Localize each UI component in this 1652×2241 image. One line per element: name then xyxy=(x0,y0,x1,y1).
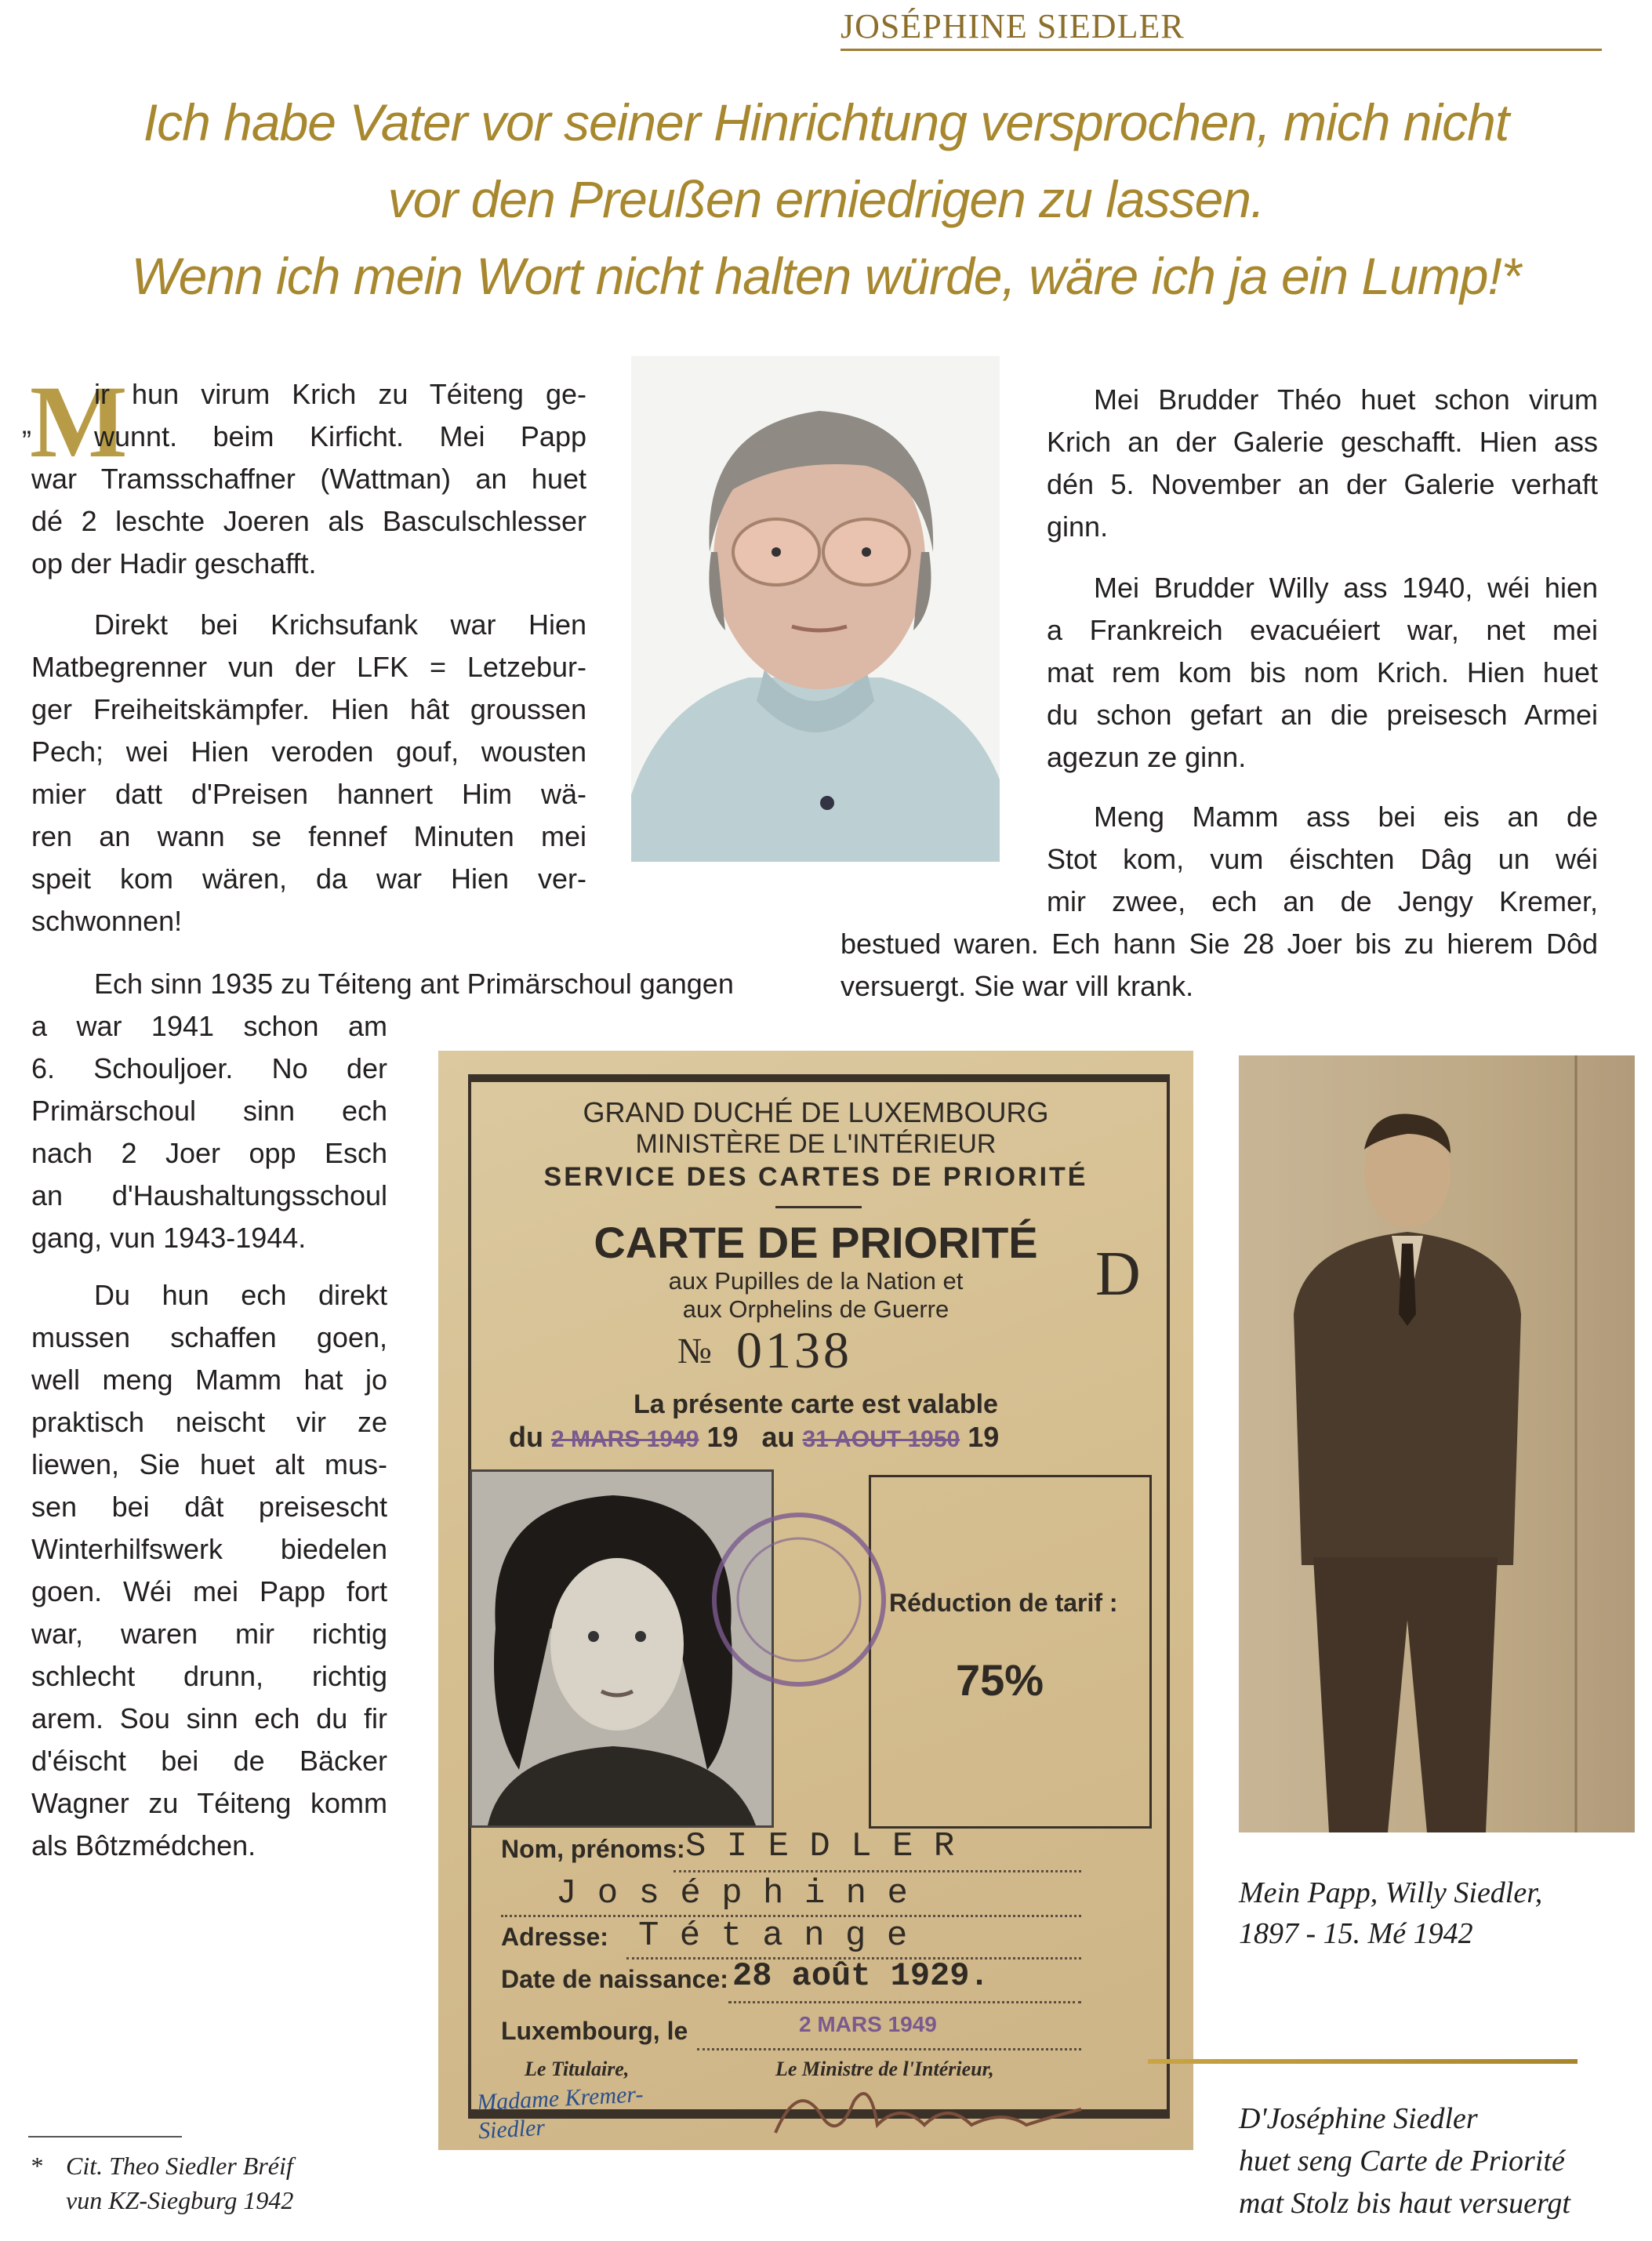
section-divider xyxy=(841,49,1602,51)
article-line: mussen schaffen goen, xyxy=(31,1321,387,1353)
portrait-photo-josephine xyxy=(631,356,1000,862)
footnote-marker: * xyxy=(30,2152,42,2180)
article-line: nach 2 Joer opp Esch xyxy=(31,1137,387,1169)
du-date: 2 MARS 1949 xyxy=(551,1426,699,1452)
au-date: 31 AOUT 1950 xyxy=(802,1426,960,1452)
article-line: ginn. xyxy=(1047,510,1109,543)
article-line: liewen, Sie huet alt mus- xyxy=(31,1448,387,1480)
article-line: Mei Brudder Théo huet schon virum xyxy=(1094,383,1598,416)
card-subtitle: aux Orphelins de Guerre xyxy=(682,1295,949,1323)
father-photo-willy-siedler xyxy=(1239,1055,1635,1832)
minister-signature xyxy=(768,2070,1097,2148)
address-value: T é t a n g e xyxy=(638,1916,908,1956)
article-line: ren an wann se fennef Minuten mei xyxy=(31,820,586,852)
article-line: gang, vun 1943-1944. xyxy=(31,1222,307,1254)
pull-quote-line: Ich habe Vater vor seiner Hinrichtung versprochen, mich nicht xyxy=(143,93,1509,151)
article-line: wunnt. beim Kirficht. Mei Papp xyxy=(94,420,586,452)
article-line: d'éischt bei de Bäcker xyxy=(31,1745,387,1777)
card-service: SERVICE DES CARTES DE PRIORITÉ xyxy=(543,1162,1088,1192)
article-line: als Bôtzmédchen. xyxy=(31,1829,256,1861)
minister-label: Le Ministre de l'Intérieur, xyxy=(775,2058,994,2080)
card-caption-line: huet seng Carte de Priorité xyxy=(1239,2145,1565,2177)
article-line: dé 2 leschte Joeren als Basculschlesser xyxy=(31,505,586,537)
article-line: ger Freiheitskämpfer. Hien hât groussen xyxy=(31,693,586,725)
opening-quote-mark: „ xyxy=(22,408,31,440)
card-ministry: MINISTÈRE DE L'INTÉRIEUR xyxy=(635,1129,997,1159)
article-line: schwonnen! xyxy=(31,905,183,937)
card-category: D xyxy=(1095,1240,1141,1309)
father-image xyxy=(1239,1055,1635,1832)
article-line: a war 1941 schon am xyxy=(31,1010,387,1042)
drop-cap: M xyxy=(30,364,128,479)
article-line: sen bei dât preisescht xyxy=(31,1491,387,1523)
dotted-line xyxy=(728,2001,1081,2003)
caption-divider xyxy=(1148,2059,1578,2064)
card-caption-line: D'Joséphine Siedler xyxy=(1239,2102,1478,2135)
card-validity-dates xyxy=(509,1421,999,1454)
given-name-value: J o s é p h i n e xyxy=(556,1874,908,1913)
footnote-line: Cit. Theo Siedler Bréif xyxy=(66,2152,293,2180)
footnote-line: vun KZ-Siegburg 1942 xyxy=(66,2186,294,2214)
portrait-image xyxy=(631,356,1000,862)
reduction-value: 75% xyxy=(956,1655,1044,1705)
section-title: JOSÉPHINE SIEDLER xyxy=(841,7,1185,45)
article-line: Mei Brudder Willy ass 1940, wéi hien xyxy=(1094,572,1598,604)
official-stamp xyxy=(705,1506,893,1694)
address-label: Adresse: xyxy=(501,1923,608,1951)
name-label: Nom, prénoms: xyxy=(501,1835,685,1863)
holder-signature: Madame Kremer-Siedler xyxy=(476,2081,644,2145)
article-line: war Tramsschaffner (Wattman) an huet xyxy=(31,463,586,495)
year-suffix: 19 xyxy=(968,1421,1000,1453)
article-line: schlecht drunn, richtig xyxy=(31,1660,387,1692)
article-line: Matbegrenner vun der LFK = Letzebur- xyxy=(31,651,586,683)
article-line: 6. Schouljoer. No der xyxy=(31,1052,387,1084)
article-line: ir hun virum Krich zu Téiteng ge- xyxy=(94,378,586,410)
article-line: Stot kom, vum éischten Dâg un wéi xyxy=(1047,843,1598,875)
article-line: bestued waren. Ech hann Sie 28 Joer bis zu hierem Dôd xyxy=(841,928,1598,960)
article-line: Krich an der Galerie geschafft. Hien ass xyxy=(1047,426,1598,458)
card-number-label: № xyxy=(677,1331,712,1371)
article-line: Winterhilfswerk biedelen xyxy=(31,1533,387,1565)
article-line: war, waren mir richtig xyxy=(31,1618,387,1650)
card-country: GRAND DUCHÉ DE LUXEMBOURG xyxy=(583,1096,1049,1128)
au-label: au xyxy=(761,1421,795,1453)
birth-date-label: Date de naissance: xyxy=(501,1965,728,1993)
priority-card-scan xyxy=(438,1051,1193,2150)
article-line: Primärschoul sinn ech xyxy=(31,1095,387,1127)
card-subtitle: aux Pupilles de la Nation et xyxy=(668,1267,964,1295)
article-line: agezun ze ginn. xyxy=(1047,741,1247,773)
reduction-box xyxy=(869,1475,1152,1829)
article-line: arem. Sou sinn ech du fir xyxy=(31,1702,387,1734)
article-line: op der Hadir geschafft. xyxy=(31,547,317,579)
article-line: mat rem kom bis nom Krich. Hien huet xyxy=(1047,656,1598,688)
dotted-line xyxy=(697,2048,1081,2050)
pull-quote-line: vor den Preußen erniedrigen zu lassen. xyxy=(387,170,1265,228)
reduction-label: Réduction de tarif : xyxy=(889,1589,1118,1617)
article-line: Direkt bei Krichsufank war Hien xyxy=(94,608,586,641)
holder-label: Le Titulaire, xyxy=(525,2058,630,2080)
card-divider xyxy=(775,1206,862,1208)
card-number: 0138 xyxy=(736,1322,852,1379)
article-line: well meng Mamm hat jo xyxy=(31,1364,387,1396)
article-line: goen. Wéi mei Papp fort xyxy=(31,1575,387,1607)
article-line: Ech sinn 1935 zu Téiteng ant Primärschoul gangen xyxy=(94,968,734,1000)
article-line: dén 5. November an der Galerie verhaft xyxy=(1047,468,1598,500)
father-caption-line: 1897 - 15. Mé 1942 xyxy=(1239,1917,1473,1950)
year-suffix: 19 xyxy=(706,1421,739,1453)
article-line: du schon gefart an die preisesch Armei xyxy=(1047,699,1598,731)
pull-quote-line: Wenn ich mein Wort nicht halten würde, wäre ich ja ein Lump!* xyxy=(131,247,1521,305)
issue-date-stamp: 2 MARS 1949 xyxy=(799,2012,937,2036)
card-caption-line: mat Stolz bis haut versuergt xyxy=(1239,2187,1570,2220)
article-line: Du hun ech direkt xyxy=(94,1279,387,1311)
surname-value: S I E D L E R xyxy=(685,1827,955,1866)
footnote-divider xyxy=(28,2136,182,2137)
place-label: Luxembourg, le xyxy=(501,2017,688,2045)
du-label: du xyxy=(509,1421,543,1453)
article-line: speit kom wären, da war Hien ver- xyxy=(31,863,586,895)
article-line: Meng Mamm ass bei eis an de xyxy=(1094,801,1598,833)
article-line: mir zwee, ech an de Jengy Kremer, xyxy=(1047,885,1598,917)
article-line: versuergt. Sie war vill krank. xyxy=(841,970,1194,1002)
birth-date-value: 28 août 1929. xyxy=(732,1957,989,1995)
article-line: praktisch neischt vir ze xyxy=(31,1406,387,1438)
article-line: Pech; wei Hien veroden gouf, wousten xyxy=(31,735,586,768)
article-line: a Frankreich evacuéiert war, net mei xyxy=(1047,614,1598,646)
dotted-line xyxy=(674,1870,1081,1872)
card-title: CARTE DE PRIORITÉ xyxy=(594,1218,1038,1267)
article-line: mier datt d'Preisen hannert Him wä- xyxy=(31,778,586,810)
father-caption-line: Mein Papp, Willy Siedler, xyxy=(1239,1876,1543,1909)
article-line: an d'Haushaltungsschoul xyxy=(31,1179,387,1211)
article-line: Wagner zu Téiteng komm xyxy=(31,1787,387,1819)
card-validity-label: La présente carte est valable xyxy=(634,1389,998,1419)
